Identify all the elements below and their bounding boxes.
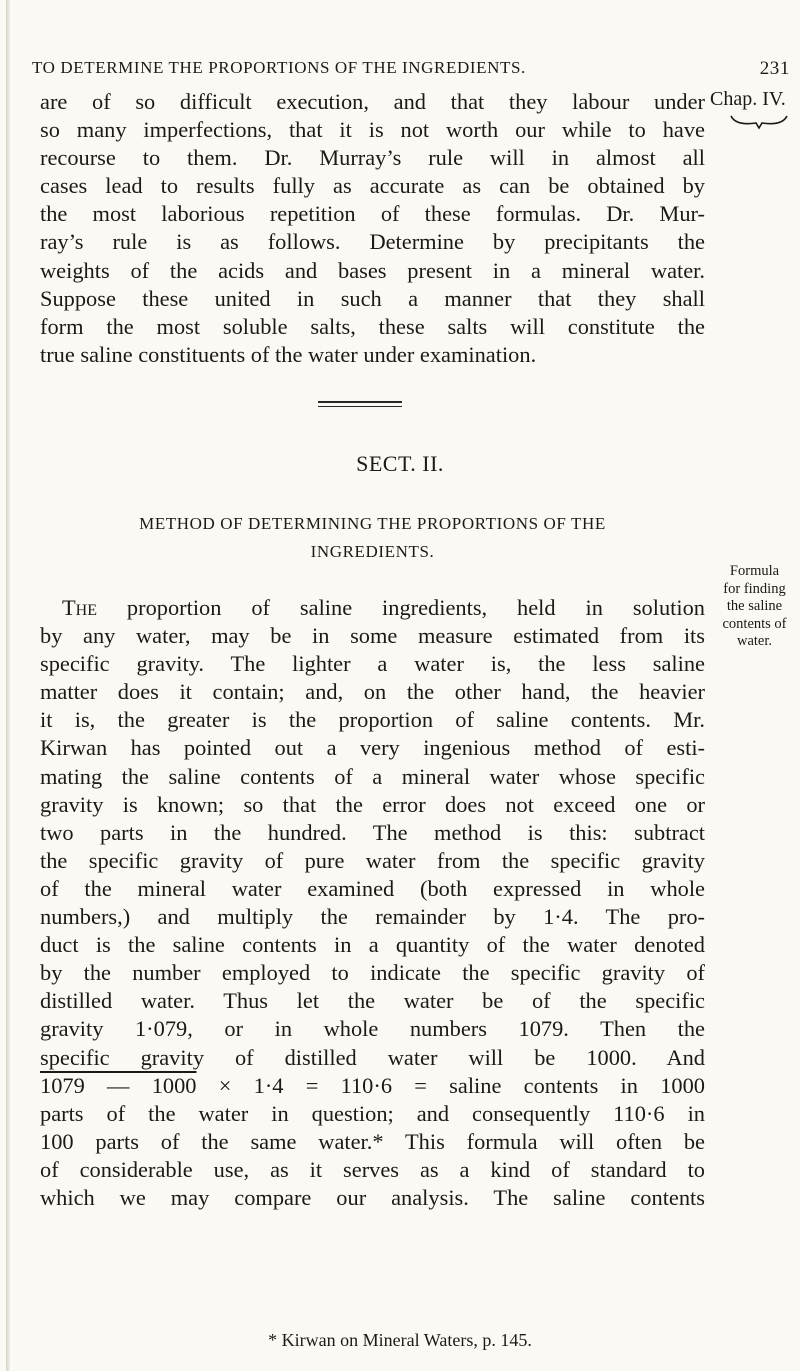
- text-line: duct is the saline contents in a quantity of the water denoted: [40, 932, 705, 958]
- formula-overlined-term: 1079 — 1000: [40, 1072, 197, 1098]
- text-line: recourse to them. Dr. Murray’s rule will in almost all: [40, 145, 705, 171]
- section-title-line-2: INGREDIENTS.: [310, 542, 435, 561]
- brace-ornament-icon: [730, 112, 788, 130]
- text-line: Kirwan has pointed out a very ingenious method of esti-: [40, 735, 705, 761]
- text-line: of the mineral water examined (both expressed in whole: [40, 875, 705, 901]
- text-line: Suppose these united in such a manner that they shall: [40, 285, 705, 311]
- text-line: distilled water. Thus let the water be of the specific: [40, 988, 705, 1014]
- text-line: [40, 594, 705, 622]
- page-gutter-shadow: [6, 0, 10, 1371]
- text-line: specific gravity. The lighter a water is, the less saline: [40, 651, 705, 677]
- text-line: by any water, may be in some measure estimated from its: [40, 623, 705, 649]
- running-title: TO DETERMINE THE PROPORTIONS OF THE INGREDIENTS.: [32, 58, 526, 77]
- section-title-line-1: METHOD OF DETERMINING THE PROPORTIONS OF THE: [139, 514, 606, 533]
- text-line: the specific gravity of pure water from the specific gravity: [40, 847, 705, 873]
- text-line: matter does it contain; and, on the other hand, the heavier: [40, 679, 705, 705]
- text-line: weights of the acids and bases present in a mineral water.: [40, 257, 705, 283]
- text-line: cases lead to results fully as accurate as can be obtained by: [40, 173, 705, 199]
- page-number: 231: [759, 58, 790, 79]
- footnote: * Kirwan on Mineral Waters, p. 145.: [268, 1330, 532, 1350]
- sidenote-line: contents of: [722, 615, 787, 632]
- text-line: two parts in the hundred. The method is this: subtract: [40, 819, 705, 845]
- text-line: true saline constituents of the water under examination.: [40, 341, 537, 367]
- text-line: are of so difficult execution, and that they labour under: [40, 89, 705, 114]
- formula-line: [40, 1072, 705, 1100]
- text-line: which we may compare our analysis. The saline contents: [40, 1184, 705, 1210]
- sidenote-line: water.: [736, 633, 773, 649]
- first-line-text: proportion of saline ingredients, held in solution: [97, 595, 705, 620]
- text-line: 100 parts of the same water.* This formula will often be: [40, 1128, 705, 1154]
- paragraph-initial-word: The: [62, 595, 98, 620]
- text-line: by the number employed to indicate the specific gravity of: [40, 960, 705, 986]
- formula-remainder: × 1·4 = 110·6 = saline contents in 1000: [196, 1072, 705, 1098]
- paragraph-main: [40, 594, 705, 1212]
- text-line: of considerable use, as it serves as a kind of standard to: [40, 1156, 705, 1182]
- text-line: parts of the water in question; and consequently 110·6 in: [40, 1100, 705, 1126]
- text-line: it is, the greater is the proportion of saline contents. Mr.: [40, 707, 705, 733]
- section-number: SECT. II.: [356, 451, 444, 476]
- text-line: form the most soluble salts, these salts will constitute the: [40, 313, 705, 339]
- paragraph-continued: [40, 88, 705, 369]
- text-line: gravity is known; so that the error does not exceed one or: [40, 791, 705, 817]
- text-line: gravity 1·079, or in whole numbers 1079. Then the: [40, 1016, 705, 1042]
- sidenote-line: Formula: [729, 563, 780, 579]
- text-line: numbers,) and multiply the remainder by 1·4. The pro-: [40, 904, 705, 930]
- text-line: so many imperfections, that it is not worth our while to have: [40, 117, 705, 143]
- text-line: ray’s rule is as follows. Determine by precipitants the: [40, 229, 705, 255]
- text-line: specific gravity of distilled water will be 1000. And: [40, 1044, 705, 1070]
- text-line: the most laborious repetition of these formulas. Dr. Mur-: [40, 201, 705, 227]
- sidenote-line: for finding: [723, 580, 786, 597]
- section-divider: [318, 401, 402, 407]
- sidenote-line: the saline: [726, 598, 783, 614]
- chapter-marginal: Chap. IV.: [710, 88, 786, 110]
- marginal-sidenote: [712, 563, 797, 651]
- text-line: mating the saline contents of a mineral water whose specific: [40, 763, 705, 789]
- running-header: [32, 58, 790, 88]
